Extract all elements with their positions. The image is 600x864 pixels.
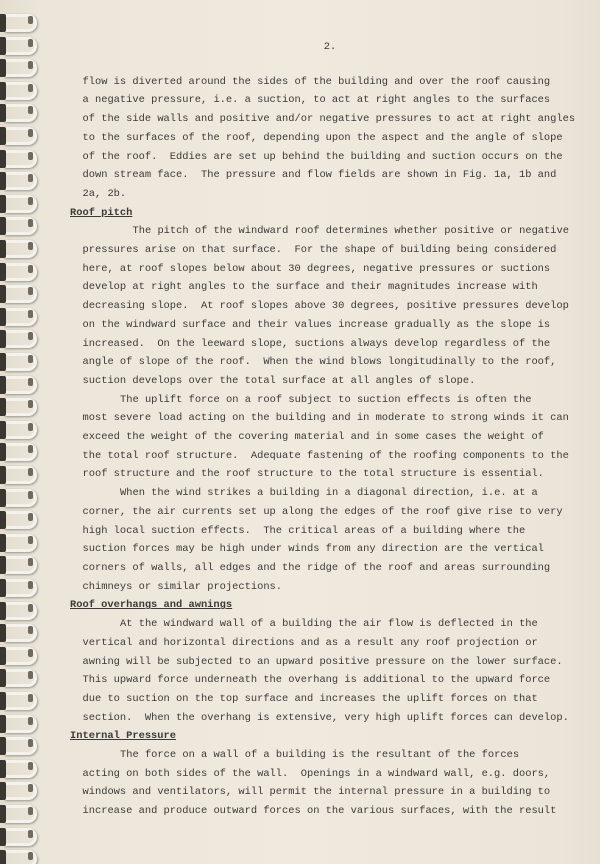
binding-hole — [28, 129, 33, 137]
binding-hole — [28, 739, 33, 747]
binding-hole — [28, 310, 33, 318]
text-line: of the side walls and positive and/or negative pressures to act at right angles — [82, 113, 576, 126]
binding-hole — [28, 762, 33, 770]
text-line: flow is diverted around the sides of the building and over the roof causing — [82, 75, 551, 88]
text-line: increase and produce outward forces on the various surfaces, with the result — [82, 805, 557, 818]
binding-hole — [28, 16, 33, 24]
page-number: 2. — [323, 41, 337, 53]
spiral-binding — [0, 0, 42, 864]
binding-hole — [28, 287, 33, 295]
binding-hole — [28, 671, 33, 679]
text-line: When the wind strikes a building in a diagonal direction, i.e. at a — [120, 487, 538, 500]
binding-hole — [28, 784, 33, 792]
text-line: due to suction on the top surface and increases the uplift forces on that — [82, 692, 538, 705]
text-line: windows and ventilators, will permit the internal pressure in a building to — [82, 786, 551, 799]
text-line: increased. On the leeward slope, suctions always develop regardless of the — [82, 337, 551, 350]
text-line: suction develops over the total surface at all angles of slope. — [82, 374, 476, 387]
binding-hole — [28, 536, 33, 544]
binding-hole — [28, 332, 33, 340]
text-line: here, at roof slopes below about 30 degrees, negative pressures or suctions — [82, 262, 551, 275]
binding-hole — [28, 694, 33, 702]
section-heading: Roof pitch — [70, 206, 133, 219]
binding-hole — [28, 39, 33, 47]
body-text — [70, 73, 576, 821]
binding-hole — [28, 852, 33, 860]
text-line: high local suction effects. The critical areas of a building where the — [82, 524, 526, 537]
text-line: the total roof structure. Adequate fastening of the roofing components to the — [82, 449, 569, 462]
text-line: corner, the air currents set up along the edges of the roof give rise to very — [82, 505, 563, 518]
text-line: decreasing slope. At roof slopes above 30 degrees, positive pressures develop — [82, 300, 569, 313]
binding-hole — [28, 61, 33, 69]
binding-hole — [28, 423, 33, 431]
text-line: The pitch of the windward roof determines whether positive or negative — [132, 225, 569, 238]
text-line: awning will be subjected to an upward positive pressure on the lower surface. — [82, 655, 563, 668]
text-line: section. When the overhang is extensive, very high uplift forces can develop. — [82, 711, 569, 724]
binding-hole — [28, 491, 33, 499]
text-line: corners of walls, all edges and the ridge of the roof and areas surrounding — [82, 561, 551, 574]
binding-hole — [28, 581, 33, 589]
binding-hole — [28, 513, 33, 521]
text-line: chimneys or similar projections. — [82, 580, 283, 593]
binding-hole — [28, 378, 33, 386]
binding-hole — [28, 830, 33, 838]
binding-hole — [28, 558, 33, 566]
text-line: At the windward wall of a building the air flow is deflected in the — [120, 618, 538, 631]
binding-hole — [28, 242, 33, 250]
text-line: pressures arise on that surface. For the shape of building being considered — [82, 244, 557, 257]
binding-hole — [28, 604, 33, 612]
text-line: The uplift force on a roof subject to suction effects is often the — [120, 393, 532, 406]
binding-hole — [28, 468, 33, 476]
text-line: most severe load acting on the building and in moderate to strong winds it can — [82, 412, 569, 425]
section-heading: Roof overhangs and awnings — [70, 599, 233, 612]
binding-hole — [28, 355, 33, 363]
binding-hole — [28, 626, 33, 634]
binding-hole — [28, 106, 33, 114]
text-line: acting on both sides of the wall. Openings in a windward wall, e.g. doors, — [82, 767, 551, 780]
page-content — [70, 38, 576, 821]
binding-hole — [28, 84, 33, 92]
binding-hole — [28, 174, 33, 182]
text-line: suction forces may be high under winds from any direction are the vertical — [82, 543, 544, 556]
text-line: on the windward surface and their values increase gradually as the slope is — [82, 318, 551, 331]
binding-hole — [28, 400, 33, 408]
text-line: The force on a wall of a building is the resultant of the forces — [120, 749, 520, 762]
binding-hole — [28, 265, 33, 273]
binding-hole — [28, 219, 33, 227]
text-line: to the surfaces of the roof, depending upon the aspect and the angle of slope — [82, 131, 563, 144]
binding-hole — [28, 152, 33, 160]
text-line: vertical and horizontal directions and as a result any roof projection or — [82, 636, 538, 649]
text-line: develop at right angles to the surface and their magnitudes increase with — [82, 281, 538, 294]
text-line: angle of slope of the roof. When the wind blows longitudinally to the roof, — [82, 356, 557, 369]
text-line: 2a, 2b. — [82, 187, 127, 200]
text-line: This upward force underneath the overhang is additional to the upward force — [82, 674, 551, 687]
text-line: down stream face. The pressure and flow fields are shown in Fig. 1a, 1b and — [82, 169, 557, 182]
text-line: roof structure and the roof structure to the total structure is essential. — [82, 468, 544, 481]
binding-hole — [28, 807, 33, 815]
binding-hole — [28, 445, 33, 453]
text-line: exceed the weight of the covering material and in some cases the weight of — [82, 431, 544, 444]
binding-hole — [28, 717, 33, 725]
binding-hole — [28, 197, 33, 205]
section-heading: Internal Pressure — [70, 730, 177, 743]
text-line: of the roof. Eddies are set up behind the building and suction occurs on the — [82, 150, 563, 163]
binding-hole — [28, 649, 33, 657]
text-line: a negative pressure, i.e. a suction, to act at right angles to the surfaces — [82, 94, 551, 107]
